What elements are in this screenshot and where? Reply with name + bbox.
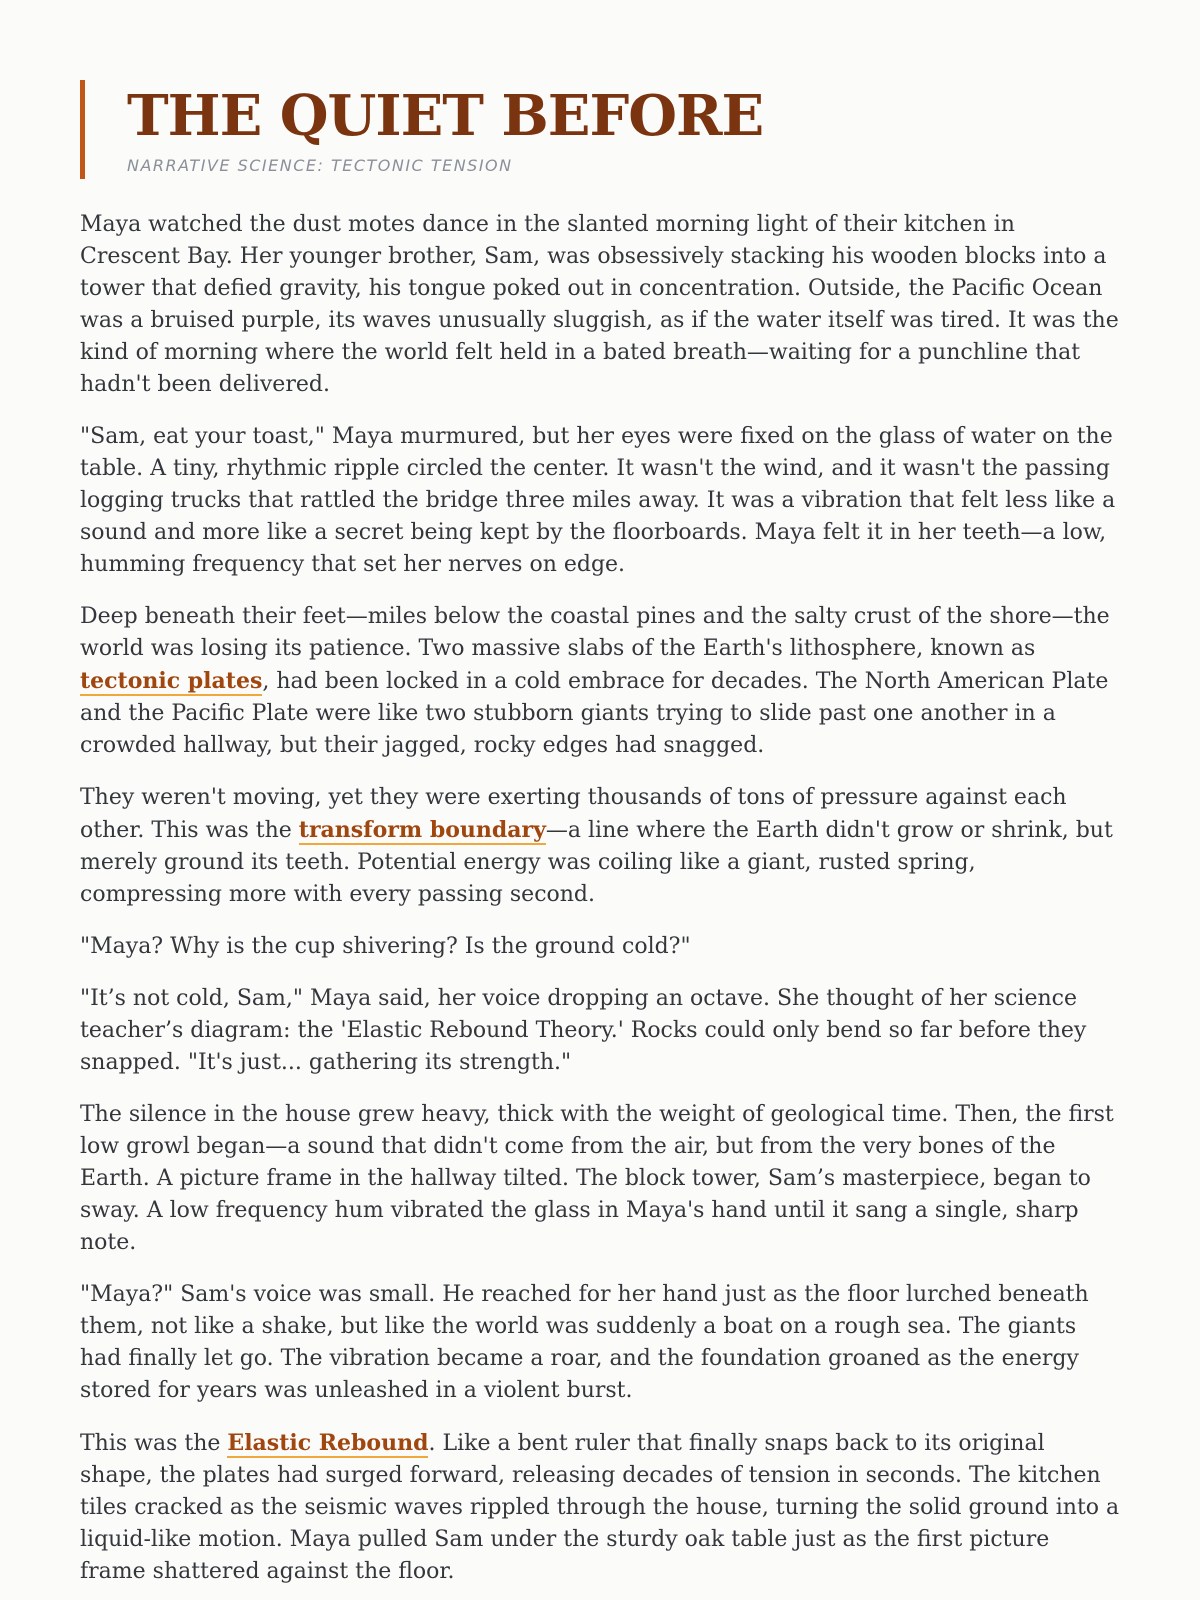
paragraph-9 — [80, 1427, 1120, 1588]
paragraph-8: "Maya?" Sam's voice was small. He reached for her hand just as the floor lurched beneath them, not like a shake, but like the world was suddenly a boat on a rough sea. The giants had finally let go. The vibration became a roar, and the foundation groaned as the energy stored for years was unleashed in a violent burst. — [80, 1282, 1089, 1403]
paragraph-4-text-after: —a line where the Earth didn't grow or shrink, but merely ground its teeth. Potential energy was coiling like a giant, rusted spring, compressing more with every passing second. — [80, 818, 1113, 907]
story-header — [80, 80, 1120, 179]
paragraph-5: "Maya? Why is the cup shivering? Is the ground cold?" — [80, 934, 691, 959]
paragraph-2: "Sam, eat your toast," Maya murmured, but her eyes were fixed on the glass of water on the table. A tiny, rhythmic ripple circled the center. It wasn't the wind, and it wasn't the passing logging trucks that rattled the bridge three miles away. It was a vibration that felt less like a sound and more like a secret being kept by the floorboards. Maya felt it in her teeth—a low, humming frequency that set her nerves on edge. — [80, 424, 1116, 577]
term-elastic-rebound: Elastic Rebound — [227, 1430, 429, 1456]
story-subtitle: NARRATIVE SCIENCE: TECTONIC TENSION — [127, 156, 513, 175]
story-title: THE QUIET BEFORE — [127, 83, 764, 149]
paragraph-4-text-before: They weren't moving, yet they were exerting thousands of tons of pressure against each other. This was the — [80, 785, 1067, 843]
paragraph-6: "It’s not cold, Sam," Maya said, her voice dropping an octave. She thought of her science teacher’s diagram: the 'Elastic Rebound Theory.' Rocks could only bend so far before they snapped. "It's just... gathering its strength." — [80, 986, 1087, 1075]
paragraph-3-text-after: , had been locked in a cold embrace for decades. The North American Plate and the Pacific Plate were like two stubborn giants trying to slide past one another in a crowded hallway, but their jagged, rocky edges had snagged. — [80, 669, 1109, 758]
term-tectonic-plates: tectonic plates — [80, 668, 263, 694]
paragraph-7: The silence in the house grew heavy, thick with the weight of geological time. Then, the first low growl began—a sound that didn't come from the air, but from the very bones of the Earth. A picture frame in the hallway tilted. The block tower, Sam’s masterpiece, began to sway. A low frequency hum vibrated the glass in Maya's hand until it sang a single, sharp note. — [80, 1102, 1114, 1255]
term-transform-boundary: transform boundary — [298, 817, 546, 843]
paragraph-9-text-after: . Like a bent ruler that finally snaps back to its original shape, the plates had surged forward, releasing decades of tension in seconds. The kitchen tiles cracked as the seismic waves rippled through the house, turning the solid ground into a liquid-like motion. Maya pulled Sam under the sturdy oak table just as the first picture frame shattered against the floor. — [80, 1431, 1120, 1584]
paragraph-3 — [80, 601, 1120, 762]
paragraph-4 — [80, 782, 1120, 911]
paragraph-3-text-before: Deep beneath their feet—miles below the coastal pines and the salty crust of the shore—the world was losing its patience. Two massive slabs of the Earth's lithosphere, known as — [80, 604, 1110, 661]
paragraph-9-text-before: This was the — [80, 1431, 228, 1456]
story-body — [80, 209, 1120, 1588]
paragraph-1: Maya watched the dust motes dance in the slanted morning light of their kitchen in Crescent Bay. Her younger brother, Sam, was obsessively stacking his wooden blocks into a tower that defied gravity, his tongue poked out in concentration. Outside, the Pacific Ocean was a bruised purple, its waves unusually sluggish, as if the water itself was tired. It was the kind of morning where the world felt held in a bated breath—waiting for a punchline that hadn't been delivered. — [80, 212, 1119, 397]
